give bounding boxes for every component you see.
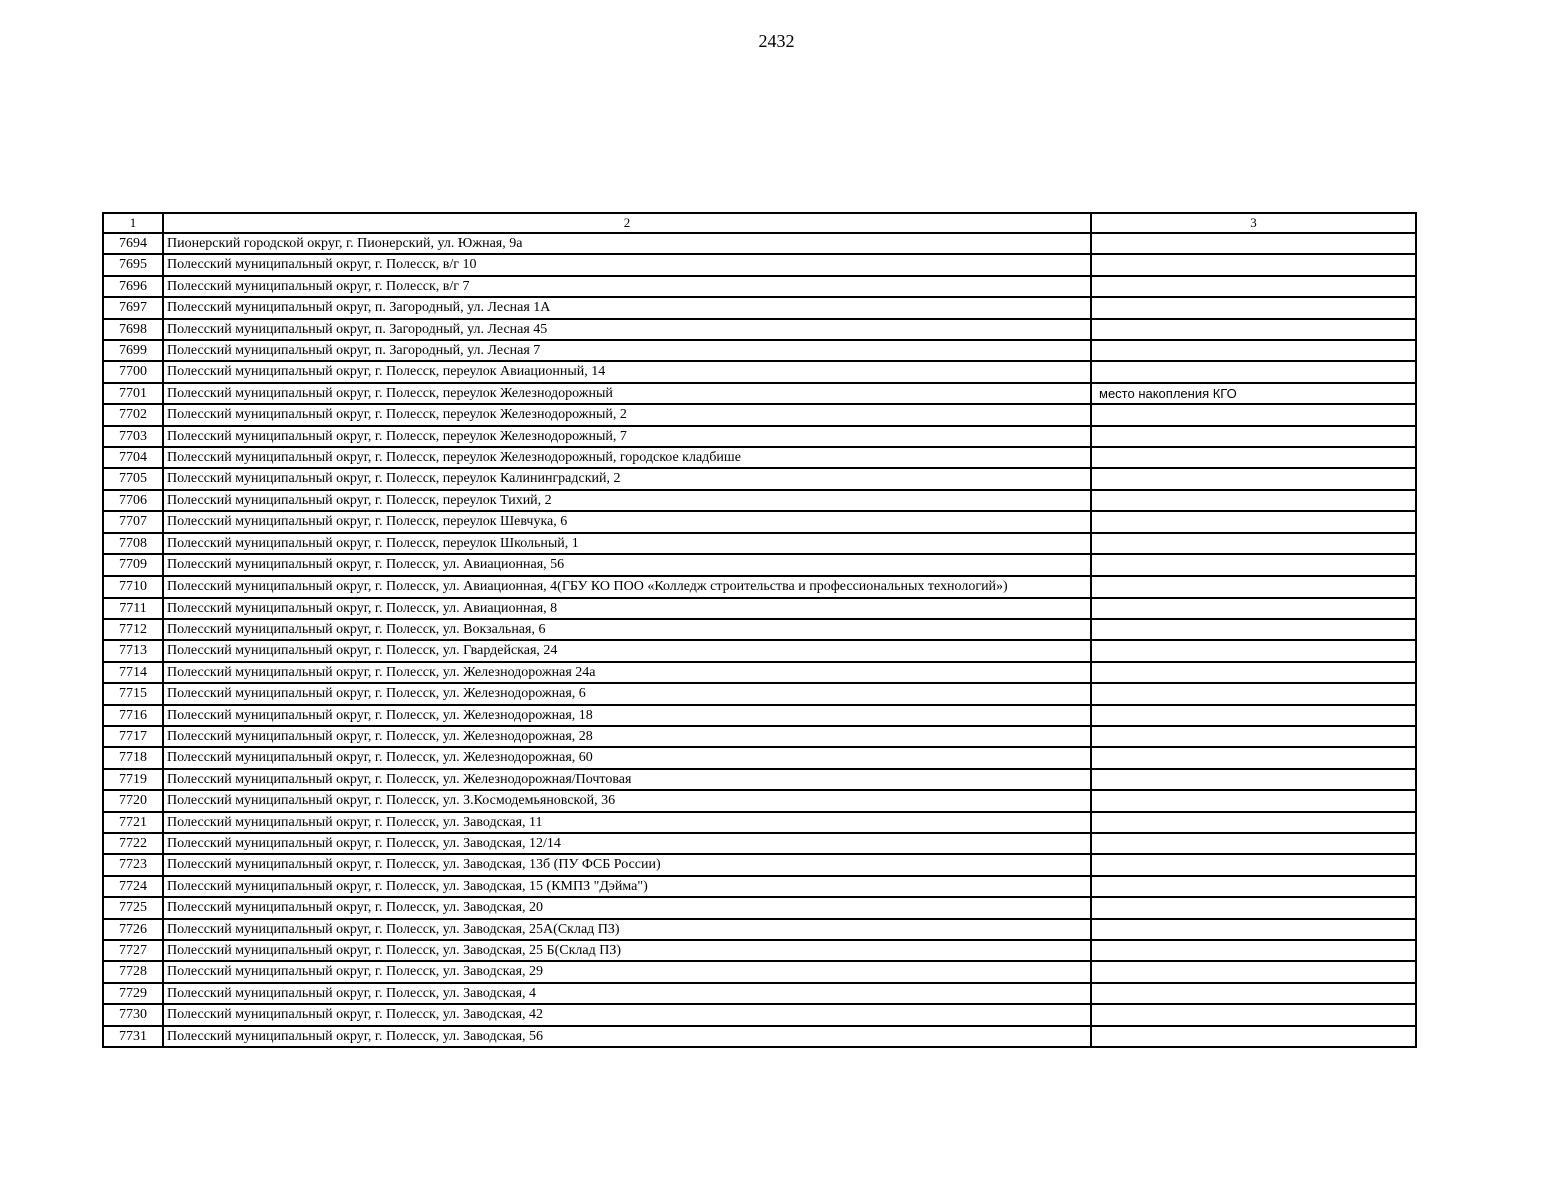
- row-address: Полесский муниципальный округ, г. Полесск, ул. Заводская, 4: [163, 983, 1091, 1004]
- table-row: [103, 940, 1416, 961]
- row-note: [1091, 812, 1416, 833]
- row-number: 7726: [103, 919, 163, 940]
- row-number: 7704: [103, 447, 163, 468]
- row-note: [1091, 854, 1416, 875]
- row-address: Полесский муниципальный округ, г. Полесск, ул. Железнодорожная 24а: [163, 662, 1091, 683]
- row-address: Полесский муниципальный округ, г. Полесск, ул. Железнодорожная, 28: [163, 726, 1091, 747]
- row-note: [1091, 619, 1416, 640]
- table-row: [103, 683, 1416, 704]
- row-note: [1091, 790, 1416, 811]
- column-header-number: 1: [103, 213, 163, 233]
- table-row: [103, 297, 1416, 318]
- row-number: 7703: [103, 426, 163, 447]
- row-number: 7731: [103, 1026, 163, 1047]
- row-address: Полесский муниципальный округ, г. Полесск, ул. Заводская, 25 Б(Склад ПЗ): [163, 940, 1091, 961]
- row-note: [1091, 533, 1416, 554]
- row-note: [1091, 319, 1416, 340]
- row-number: 7724: [103, 876, 163, 897]
- row-address: Полесский муниципальный округ, г. Полесск, ул. Авиационная, 8: [163, 598, 1091, 619]
- table-row: [103, 790, 1416, 811]
- table-row: [103, 1026, 1416, 1047]
- row-number: 7701: [103, 383, 163, 404]
- row-address: Полесский муниципальный округ, г. Полесск, ул. Заводская, 15 (КМПЗ "Дэйма"): [163, 876, 1091, 897]
- row-number: 7699: [103, 340, 163, 361]
- table-row: [103, 769, 1416, 790]
- row-note: [1091, 254, 1416, 275]
- row-number: 7697: [103, 297, 163, 318]
- column-header-note: 3: [1091, 213, 1416, 233]
- row-number: 7698: [103, 319, 163, 340]
- table-row: [103, 619, 1416, 640]
- row-note: [1091, 1026, 1416, 1047]
- row-note: [1091, 940, 1416, 961]
- table-row: [103, 554, 1416, 575]
- table-body: [103, 233, 1416, 1047]
- table-row: [103, 726, 1416, 747]
- row-number: 7721: [103, 812, 163, 833]
- row-address: Полесский муниципальный округ, г. Полесск, ул. З.Космодемьяновской, 36: [163, 790, 1091, 811]
- row-note: [1091, 683, 1416, 704]
- row-number: 7713: [103, 640, 163, 661]
- table-row: [103, 833, 1416, 854]
- row-address: Пионерский городской округ, г. Пионерский, ул. Южная, 9а: [163, 233, 1091, 254]
- row-address: Полесский муниципальный округ, г. Полесск, ул. Авиационная, 56: [163, 554, 1091, 575]
- row-note: [1091, 576, 1416, 598]
- column-header-address: 2: [163, 213, 1091, 233]
- row-address: Полесский муниципальный округ, г. Полесск, ул. Заводская, 20: [163, 897, 1091, 918]
- row-address: Полесский муниципальный округ, г. Полесск, ул. Железнодорожная, 18: [163, 705, 1091, 726]
- row-address: Полесский муниципальный округ, г. Полесск, ул. Железнодорожная, 6: [163, 683, 1091, 704]
- row-note: [1091, 662, 1416, 683]
- row-note: [1091, 876, 1416, 897]
- table-row: [103, 511, 1416, 532]
- row-number: 7709: [103, 554, 163, 575]
- table-row: [103, 812, 1416, 833]
- row-address: Полесский муниципальный округ, г. Полесск, ул. Заводская, 13б (ПУ ФСБ России): [163, 854, 1091, 875]
- row-note: [1091, 468, 1416, 489]
- row-note: [1091, 511, 1416, 532]
- address-table: [102, 212, 1417, 1048]
- row-note: [1091, 961, 1416, 982]
- table-row: [103, 319, 1416, 340]
- table-row: [103, 576, 1416, 598]
- row-number: 7700: [103, 361, 163, 382]
- row-address: Полесский муниципальный округ, г. Полесск, ул. Железнодорожная/Почтовая: [163, 769, 1091, 790]
- row-address: Полесский муниципальный округ, г. Полесск, ул. Заводская, 42: [163, 1004, 1091, 1025]
- table-row: [103, 254, 1416, 275]
- row-address: Полесский муниципальный округ, г. Полесск, в/г 7: [163, 276, 1091, 297]
- row-number: 7695: [103, 254, 163, 275]
- row-address: Полесский муниципальный округ, г. Полесск, ул. Заводская, 11: [163, 812, 1091, 833]
- row-note: [1091, 769, 1416, 790]
- row-number: 7711: [103, 598, 163, 619]
- row-address: Полесский муниципальный округ, п. Загородный, ул. Лесная 7: [163, 340, 1091, 361]
- row-number: 7694: [103, 233, 163, 254]
- row-note: место накопления КГО: [1091, 383, 1416, 404]
- table-row: [103, 447, 1416, 468]
- table-row: [103, 533, 1416, 554]
- row-address: Полесский муниципальный округ, г. Полесск, в/г 10: [163, 254, 1091, 275]
- table-row: [103, 876, 1416, 897]
- row-note: [1091, 983, 1416, 1004]
- table-row: [103, 640, 1416, 661]
- row-number: 7716: [103, 705, 163, 726]
- row-note: [1091, 726, 1416, 747]
- table-row: [103, 705, 1416, 726]
- table-row: [103, 1004, 1416, 1025]
- table-row: [103, 961, 1416, 982]
- row-number: 7714: [103, 662, 163, 683]
- row-note: [1091, 833, 1416, 854]
- row-number: 7725: [103, 897, 163, 918]
- row-note: [1091, 897, 1416, 918]
- row-note: [1091, 598, 1416, 619]
- row-address: Полесский муниципальный округ, г. Полесск, ул. Гвардейская, 24: [163, 640, 1091, 661]
- table-row: [103, 747, 1416, 768]
- row-note: [1091, 404, 1416, 425]
- row-address: Полесский муниципальный округ, г. Полесск, переулок Железнодорожный, городское кладбише: [163, 447, 1091, 468]
- row-note: [1091, 233, 1416, 254]
- row-number: 7730: [103, 1004, 163, 1025]
- row-note: [1091, 554, 1416, 575]
- row-number: 7696: [103, 276, 163, 297]
- row-note: [1091, 747, 1416, 768]
- table-row: [103, 340, 1416, 361]
- table-row: [103, 598, 1416, 619]
- row-note: [1091, 426, 1416, 447]
- row-number: 7707: [103, 511, 163, 532]
- row-number: 7719: [103, 769, 163, 790]
- table-row: [103, 490, 1416, 511]
- row-number: 7702: [103, 404, 163, 425]
- row-number: 7720: [103, 790, 163, 811]
- table-row: [103, 897, 1416, 918]
- row-number: 7708: [103, 533, 163, 554]
- row-note: [1091, 705, 1416, 726]
- row-number: 7712: [103, 619, 163, 640]
- row-number: 7729: [103, 983, 163, 1004]
- row-address: Полесский муниципальный округ, г. Полесск, ул. Заводская, 56: [163, 1026, 1091, 1047]
- table-row: [103, 468, 1416, 489]
- row-address: Полесский муниципальный округ, г. Полесск, переулок Калининградский, 2: [163, 468, 1091, 489]
- row-address: Полесский муниципальный округ, г. Полесск, переулок Железнодорожный, 2: [163, 404, 1091, 425]
- row-note: [1091, 340, 1416, 361]
- row-address: Полесский муниципальный округ, п. Загородный, ул. Лесная 1А: [163, 297, 1091, 318]
- table-row: [103, 662, 1416, 683]
- table-row: [103, 383, 1416, 404]
- row-address: Полесский муниципальный округ, г. Полесск, ул. Заводская, 29: [163, 961, 1091, 982]
- row-number: 7722: [103, 833, 163, 854]
- row-address: Полесский муниципальный округ, г. Полесск, ул. Авиационная, 4(ГБУ КО ПОО «Колледж строительства и профессиональных технологий»): [163, 576, 1091, 598]
- table-row: [103, 426, 1416, 447]
- row-address: Полесский муниципальный округ, г. Полесск, переулок Тихий, 2: [163, 490, 1091, 511]
- row-address: Полесский муниципальный округ, г. Полесск, переулок Железнодорожный: [163, 383, 1091, 404]
- row-number: 7715: [103, 683, 163, 704]
- row-address: Полесский муниципальный округ, г. Полесск, переулок Авиационный, 14: [163, 361, 1091, 382]
- table-row: [103, 276, 1416, 297]
- table-row: [103, 919, 1416, 940]
- row-note: [1091, 297, 1416, 318]
- row-note: [1091, 490, 1416, 511]
- row-number: 7706: [103, 490, 163, 511]
- row-note: [1091, 276, 1416, 297]
- row-note: [1091, 1004, 1416, 1025]
- row-note: [1091, 640, 1416, 661]
- row-address: Полесский муниципальный округ, г. Полесск, переулок Железнодорожный, 7: [163, 426, 1091, 447]
- header-row: [103, 213, 1416, 233]
- row-address: Полесский муниципальный округ, г. Полесск, ул. Заводская, 25А(Склад ПЗ): [163, 919, 1091, 940]
- row-number: 7718: [103, 747, 163, 768]
- row-address: Полесский муниципальный округ, г. Полесск, переулок Школьный, 1: [163, 533, 1091, 554]
- row-note: [1091, 919, 1416, 940]
- table-row: [103, 361, 1416, 382]
- row-number: 7717: [103, 726, 163, 747]
- row-note: [1091, 447, 1416, 468]
- row-number: 7728: [103, 961, 163, 982]
- row-address: Полесский муниципальный округ, г. Полесск, ул. Железнодорожная, 60: [163, 747, 1091, 768]
- row-number: 7723: [103, 854, 163, 875]
- row-number: 7705: [103, 468, 163, 489]
- row-number: 7710: [103, 576, 163, 598]
- row-address: Полесский муниципальный округ, г. Полесск, ул. Заводская, 12/14: [163, 833, 1091, 854]
- table-row: [103, 854, 1416, 875]
- row-address: Полесский муниципальный округ, п. Загородный, ул. Лесная 45: [163, 319, 1091, 340]
- table-row: [103, 404, 1416, 425]
- table-row: [103, 983, 1416, 1004]
- row-address: Полесский муниципальный округ, г. Полесск, ул. Вокзальная, 6: [163, 619, 1091, 640]
- row-address: Полесский муниципальный округ, г. Полесск, переулок Шевчука, 6: [163, 511, 1091, 532]
- table-row: [103, 233, 1416, 254]
- row-number: 7727: [103, 940, 163, 961]
- row-note: [1091, 361, 1416, 382]
- page-number: 2432: [758, 31, 795, 51]
